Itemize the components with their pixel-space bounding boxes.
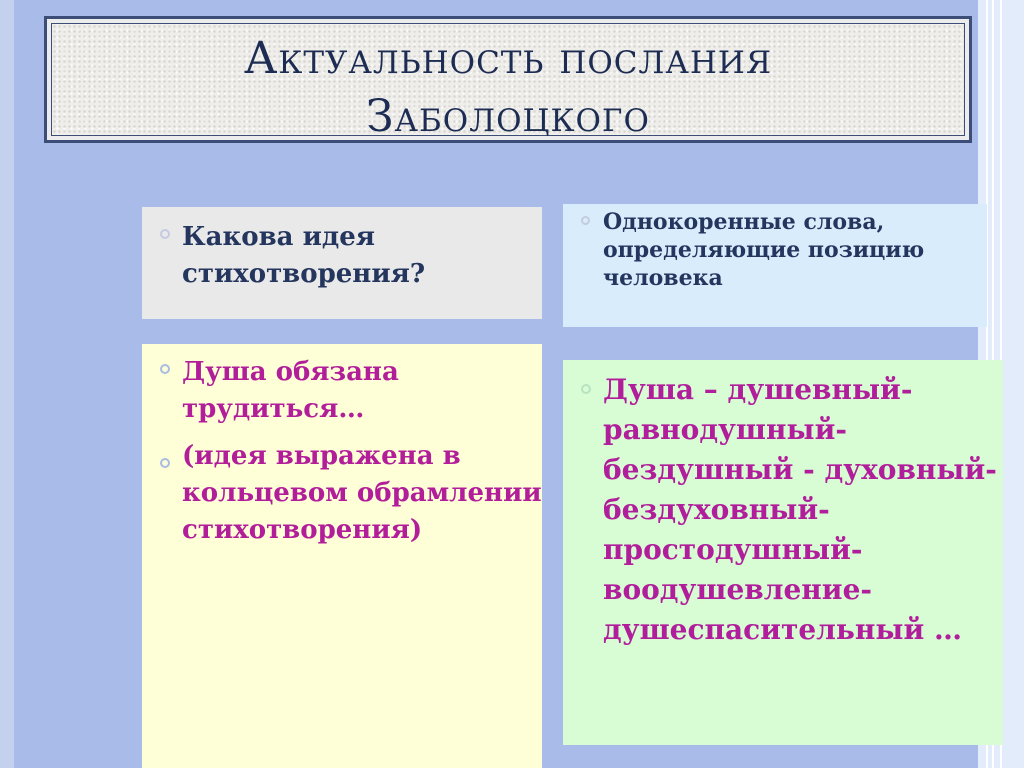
answer-box: [142, 344, 542, 768]
bullet-icon: [160, 364, 170, 374]
words-box: [563, 204, 987, 327]
list-item: [142, 207, 542, 293]
list-item: [563, 204, 987, 292]
list-item: [142, 438, 542, 549]
related-words-text: Душа – душевный-равнодушный-бездушный - духовный-бездуховный-простодушный-воодушевление-душеспасительный …: [603, 373, 997, 646]
answer-text: Душа обязана трудиться…: [182, 357, 399, 424]
bullet-icon: [581, 216, 590, 225]
related-words-box: [563, 360, 1003, 745]
slide-title: [52, 30, 964, 146]
slide-title-frame: [44, 16, 972, 143]
bullet-icon: [160, 229, 170, 239]
left-decor-band: [0, 0, 14, 768]
answer-note-text: (идея выражена в кольцевом обрамлении стихотворения): [182, 441, 542, 545]
words-heading-text: Однокоренные слова, определяющие позицию человека: [603, 209, 925, 291]
list-item: [563, 360, 1003, 650]
bullet-icon: [581, 384, 591, 394]
bullet-icon: [160, 458, 170, 468]
list-item: [142, 344, 542, 428]
question-box: [142, 207, 542, 319]
question-text: Какова идея стихотворения?: [182, 222, 426, 289]
title-textured-panel: [51, 23, 965, 142]
title-line-1: Актуальность послания: [244, 33, 772, 84]
title-line-2: Заболоцкого: [366, 91, 650, 142]
